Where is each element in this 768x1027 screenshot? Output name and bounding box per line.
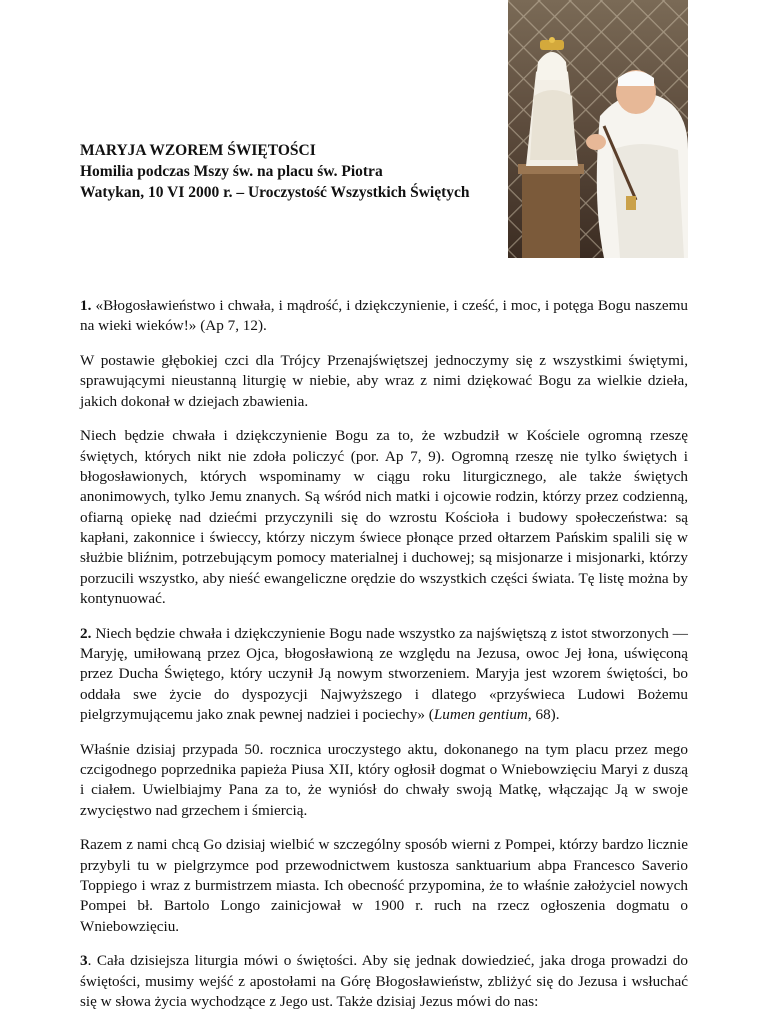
paragraph-number: 2. — [80, 624, 92, 642]
paragraph-text-tail: , 68). — [527, 705, 560, 723]
paragraph-text: Właśnie dzisiaj przypada 50. rocznica uroczystego aktu, dokonanego na tym placu przez mego czcigodnego poprzednika papieża Piusa XII, który ogłosił dogmat o Wniebowzięciu Maryi z duszą i ciałem. Uwielbiajmy Pana za to, że wyniósł do chwały swoją Matkę, włączając Ją w swoje zwycięstwo nad grzechem i śmiercią. — [80, 740, 688, 819]
paragraph-number: 3 — [80, 952, 88, 970]
pope-photo — [508, 0, 688, 258]
paragraph-text: Razem z nami chcą Go dzisiaj wielbić w szczególny sposób wierni z Pompei, którzy bardzo licznie przybyli tu w pielgrzymce pod przewodnictwem kustosza sanktuarium abpa Francesco Saverio Toppiego i wraz z burmistrzem miasta. Ich obecność przypomina, że to właśnie założyciel nowych Pompei bł. Bartolo Longo zainicjował w 1900 r. ruch na rzecz ogłoszenia dogmatu o Wniebowzięciu. — [80, 836, 688, 935]
document-title: MARYJA WZOREM ŚWIĘTOŚCI — [80, 142, 316, 159]
paragraph-4 — [80, 624, 688, 725]
paragraph-3 — [80, 426, 688, 609]
paragraph-7 — [80, 951, 688, 1012]
citation-title: Lumen gentium — [433, 705, 528, 723]
document-body — [80, 296, 688, 1027]
paragraph-5 — [80, 740, 688, 821]
pope-praying-before-statue-icon — [508, 0, 688, 258]
paragraph-text: W postawie głębokiej czci dla Trójcy Przenajświętszej jednoczymy się z wszystkimi świętymi, sprawującymi nieustanną liturgię w niebie, aby wraz z nimi dziękować Bogu za wielkie dzieła, jakich dokonał w dziejach zbawienia. — [80, 352, 688, 410]
paragraph-number: 1. — [80, 297, 92, 314]
document-header — [80, 140, 500, 203]
paragraph-text: Niech będzie chwała i dziękczynienie Bogu za to, że wzbudził w Kościele ogromną rzeszę świętych, których nikt nie zdoła policzyć (por. Ap 7, 9). Ogromną rzeszę nie tylko świętych i błogosławionych, których wspominamy w ciągu roku liturgicznego, ale także świętych anonimowych, tylko Jemu znanych. Są wśród nich matki i ojcowie rodzin, którzy przez codzienną, ofiarną opiekę nad dziećmi przyczynili się do wzrostu Kościoła i budowy społeczeństwa: są kapłani, zakonnice i świeccy, którzy niczym świece płonące przed ołtarzem Pańskim spalili się w służbie bliźnim, potrzebującym pomocy materialnej i duchowej; są misjonarze i misjonarki, którzy porzucili wszystko, aby nieść ewangeliczne orędzie do wszystkich części świata. Tę listę można by kontynuować. — [80, 427, 688, 607]
document-date-line: Watykan, 10 VI 2000 r. – Uroczystość Wszystkich Świętych — [80, 184, 470, 201]
paragraph-text: Niech będzie chwała i dziękczynienie Bogu nade wszystko za najświętszą z istot stworzonych — Maryję, umiłowaną przez Ojca, błogosławioną ze względu na Jezusa, owoc Jej łona, uświęconą przez Ducha Świętego, który uczynił Ją nowym stworzeniem. Maryja jest wzorem świętości, bo oddała swe życie do dyspozycji Najwyższego i dlatego «przyświeca Ludowi Bożemu pielgrzymującemu jako znak pewnej nadziei i pociechy» ( — [80, 624, 688, 723]
paragraph-1 — [80, 296, 688, 337]
paragraph-text: . Cała dzisiejsza liturgia mówi o świętości. Aby się jednak dowiedzieć, jaka droga prowadzi do świętości, musimy wejść z apostołami na Górę Błogosławieństw, zbliżyć się do Jezusa i wsłuchać się w słowa życia wychodzące z Jego ust. Także dzisiaj Jezus mówi do nas: — [80, 952, 688, 1010]
paragraph-2 — [80, 351, 688, 412]
paragraph-6 — [80, 835, 688, 936]
paragraph-text: «Błogosławieństwo i chwała, i mądrość, i dziękczynienie, i cześć, i moc, i potęga Bogu naszemu na wieki wieków!» (Ap 7, 12). — [80, 297, 688, 335]
document-subtitle: Homilia podczas Mszy św. na placu św. Piotra — [80, 163, 383, 180]
